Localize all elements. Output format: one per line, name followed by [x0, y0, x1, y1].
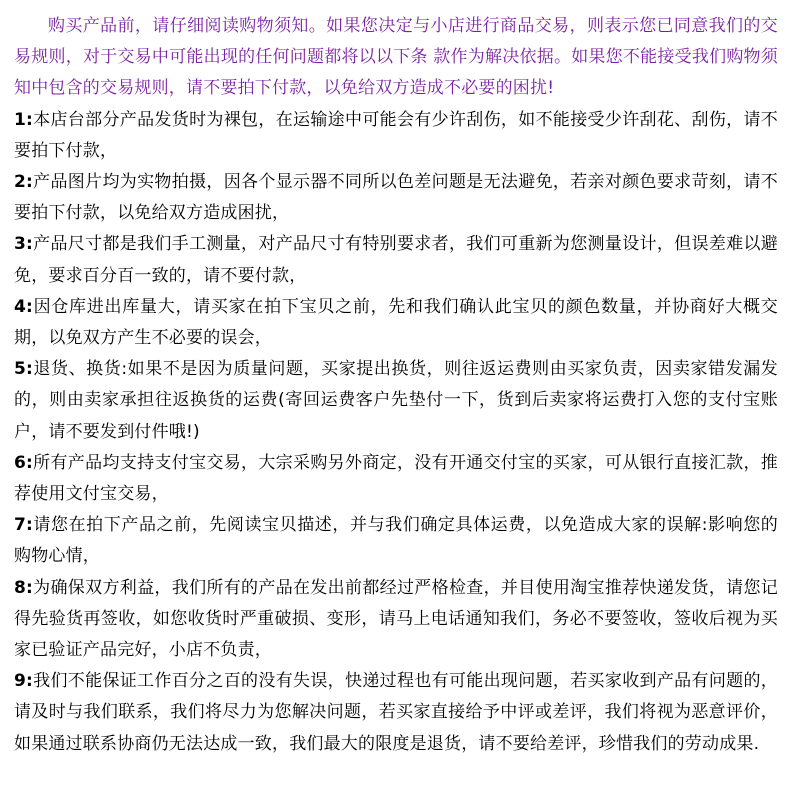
- rule-text: 我们不能保证工作百分之百的没有失误，快递过程也有可能出现问题，若买家收到产品有问题的，请及时与我们联系，我们将尽力为您解决问题，若买家直接给予中评或差评，我们将视为恶意评价，如果通过联系协商仍无法达成一致，我们最大的限度是退货，请不要给差评，珍惜我们的劳动成果.: [14, 671, 778, 754]
- rule-6: [14, 448, 778, 510]
- rule-text: 为确保双方利益，我们所有的产品在发出前都经过严格检查，并目使用淘宝推荐快递发货，请您记得先验货再签收，如您收货时严重破损、变形，请马上电话通知我们，务必不要签收，签收后视为买家已验证产品完好，小店不负责，: [14, 577, 778, 661]
- rule-2: [14, 167, 778, 229]
- intro-paragraph: 购买产品前，请仔细阅读购物须知。如果您决定与小店进行商品交易，则表示您已同意我们的交易规则，对于交易中可能出现的任何问题都将以以下条 款作为解决依据。如果您不能接受我们购物须知中包含的交易规则，请不要拍下付款，以免给双方造成不必要的困扰!: [14, 16, 778, 99]
- rule-text: 产品尺寸都是我们手工测量，对产品尺寸有特别要求者，我们可重新为您测量设计，但误差难以避免，要求百分百一致的，请不要付款，: [14, 234, 778, 286]
- rule-text: 产品图片均为实物拍摄，因各个显示器不同所以色差问题是无法避免，若亲对颜色要求苛刻，请不要拍下付款，以免给双方造成困扰，: [14, 172, 778, 224]
- rule-text: 因仓库进出库量大，请买家在拍下宝贝之前，先和我们确认此宝贝的颜色数量，并协商好大概交期，以免双方产生不必要的误会，: [14, 296, 778, 349]
- rule-7: [14, 510, 778, 572]
- rule-text: 退货、换货:如果不是因为质量问题，买家提出换货，则往返运费则由买家负责，因卖家错发漏发的，则由卖家承担往返换货的运费(寄回运费客户先垫付一下，货到后卖家将运费打入您的支付宝账户，请不要发到付件哦!): [14, 359, 778, 442]
- rule-number: 6:: [14, 452, 34, 473]
- rule-5: [14, 354, 778, 448]
- rule-4: [14, 292, 778, 354]
- rule-number: 4:: [14, 296, 34, 317]
- rule-number: 7:: [14, 515, 34, 536]
- rule-text: 所有产品均支持支付宝交易，大宗采购另外商定，没有开通交付宝的买家，可从银行直接汇款，推荐使用文付宝交易，: [14, 452, 778, 505]
- rule-number: 5:: [14, 359, 34, 380]
- rule-text: 本店台部分产品发货时为裸包，在运输途中可能会有少许刮伤，如不能接受少许刮花、刮伤，请不要拍下付款，: [14, 109, 778, 161]
- rule-1: [14, 105, 778, 167]
- rule-number: 3:: [14, 234, 34, 255]
- rule-8: [14, 573, 778, 667]
- rule-number: 8:: [14, 577, 34, 598]
- rule-text: 请您在拍下产品之前，先阅读宝贝描述，并与我们确定具体运费，以免造成大家的误解:影响您的购物心情，: [14, 515, 778, 567]
- rule-3: [14, 229, 778, 291]
- rule-number: 1:: [14, 109, 34, 130]
- rule-number: 9:: [14, 671, 34, 692]
- rule-9: [14, 666, 778, 760]
- rule-number: 2:: [14, 172, 34, 193]
